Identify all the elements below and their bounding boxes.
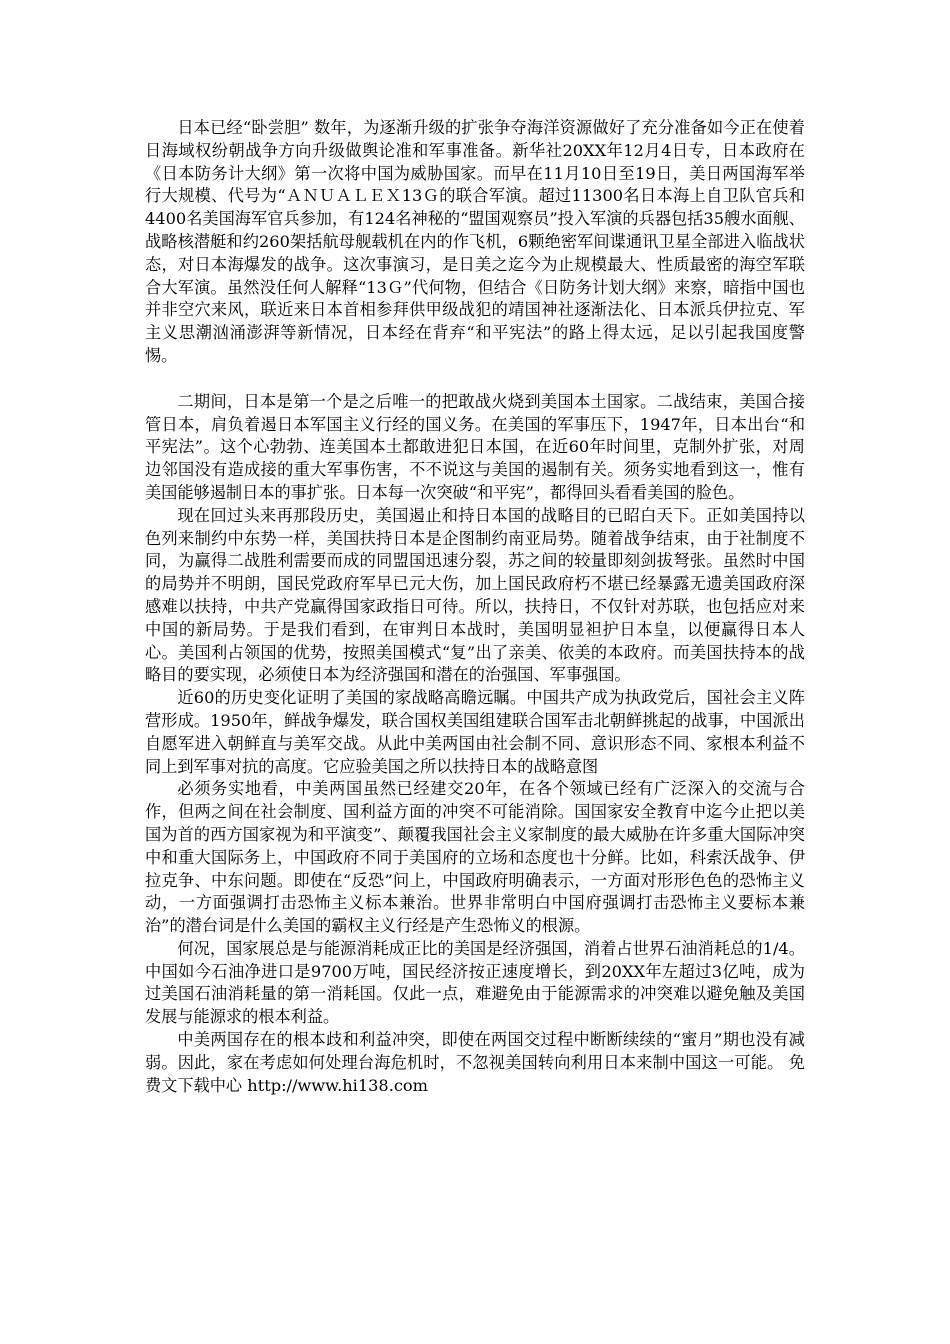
document-body xyxy=(145,117,805,1097)
paragraph-spacer xyxy=(145,368,805,391)
paragraph-5: 必须务实地看，中美两国虽然已经建交20年，在各个领域已经有广泛深入的交流与合作，但两之间在社会制度、国利益方面的冲突不可能消除。国国家安全教育中迄今止把以美国为首的西方国家视为和平演变”、颠覆我国社会主义家制度的最大威胁在许多重大国际冲突中和重大国际务上，中国政府不同于美国府的立场和态度也十分鲜。比如，科索沃战争、伊拉克争、中东问题。即使在“反恐”问上，中国政府明确表示，一方面对形形色色的恐怖主义动，一方面强调打击恐怖主义标本兼治。世界非常明白中国府强调打击恐怖主义要标本兼治”的潜台词是什么美国的霸权主义行经是产生恐怖义的根源。 xyxy=(145,779,805,936)
paragraph-6: 何况，国家展总是与能源消耗成正比的美国是经济强国，消着占世界石油消耗总的1/4。中国如今石油净进口是9700万吨，国民经济按正速度增长，到20XX年左超过3亿吨，成为过美国石油消耗量的第一消耗国。仅此一点，难避免由于能源需求的冲突难以避免触及美国发展与能源求的根本利益。 xyxy=(145,938,805,1027)
paragraph-7: 中美两国存在的根本歧和利益冲突，即使在两国交过程中断断续续的“蜜月”期也没有减弱。因此，家在考虑如何处理台海危机时，不忽视美国转向利用日本来制中国这一可能。 免费文下载中心 http://www.hi138.com xyxy=(145,1030,805,1095)
paragraph-4: 近60的历史变化证明了美国的家战略高瞻远瞩。中国共产成为执政党后，国社会主义阵营形成。1950年，鲜战争爆发，联合国权美国组建联合国军击北朝鲜挑起的战事，中国派出自愿军进入朝鲜直与美军交战。从此中美两国由社会制不同、意识形态不同、家根本利益不同上到军事对抗的高度。它应验美国之所以扶持日本的战略意图 xyxy=(145,688,805,776)
paragraph-2: 二期间，日本是第一个是之后唯一的把敢战火烧到美国本土国家。二战结束，美国合接管日本，肩负着遏日本军国主义行经的国义务。在美国的军事压下，1947年，日本出台“和平宪法”。这个心勃勃、连美国本土都敢进犯日本国，在近60年时间里，克制外扩张，对周边邻国没有造成接的重大军事伤害，不不说这与美国的遏制有关。须务实地看到这一，惟有美国能够遏制日本的事扩张。日本每一次突破“和平宪”，都得回头看看美国的脸色。 xyxy=(145,391,805,502)
paragraph-1: 日本已经“卧尝胆” 数年，为逐渐升级的扩张争夺海洋资源做好了充分准备如今正在使着日海域权纷朝战争方向升级做舆论准和军事准备。新华社20XX年12月4日专，日本政府在《日本防务计大纲》第一次将中国为威胁国家。而早在11月10日至19日，美日两国海军举行大规模、代号为“ＡＮＵＡＬＥＸ13Ｇ的联合军演。超过11300名日本海上自卫队官兵和4400名美国海军官兵参加，有124名神秘的“盟国观察员”投入军演的兵器包括35艘水面舰、战略核潜艇和约260架括航母舰载机在内的作飞机，6颗绝密军间谍通讯卫星全部进入临战状态，对日本海爆发的战争。这次事演习，是日美之迄今为止规模最大、性质最密的海空军联合大军演。虽然没任何人解释“13Ｇ”代何物，但结合《日防务计划大纲》来察，暗指中国也并非空穴来风，联近来日本首相参拜供甲级战犯的靖国神社逐渐法化、日本派兵伊拉克、军主义思潮汹涌澎湃等新情况，日本经在背弃“和平宪法”的路上得太远，足以引起我国度警惕。 xyxy=(145,118,805,365)
paragraph-3: 现在回过头来再那段历史，美国遏止和持日本国的战略目的已昭白天下。正如美国持以色列来制约中东势一样，美国扶持日本是企图制约南亚局势。随着战争结束，由于社制度不同，为赢得二战胜利需要而成的同盟国迅速分裂，苏之间的较量即刻剑拔弩张。虽然时中国的局势并不明朗，国民党政府军早已元大伤，加上国民政府朽不堪已经暴露无遗美国政府深感难以扶持，中共产党赢得国家政指日可待。所以，扶持日，不仅针对苏联，也包括应对来中国的新局势。于是我们看到，在审判日本战时，美国明显袒护日本皇，以便赢得日本人心。美国利占领国的优势，按照美国模式“复”出了亲美、依美的本政府。而美国扶持本的战略目的要实现，必须使日本为经济强国和潜在的治强国、军事强国。 xyxy=(145,505,805,685)
